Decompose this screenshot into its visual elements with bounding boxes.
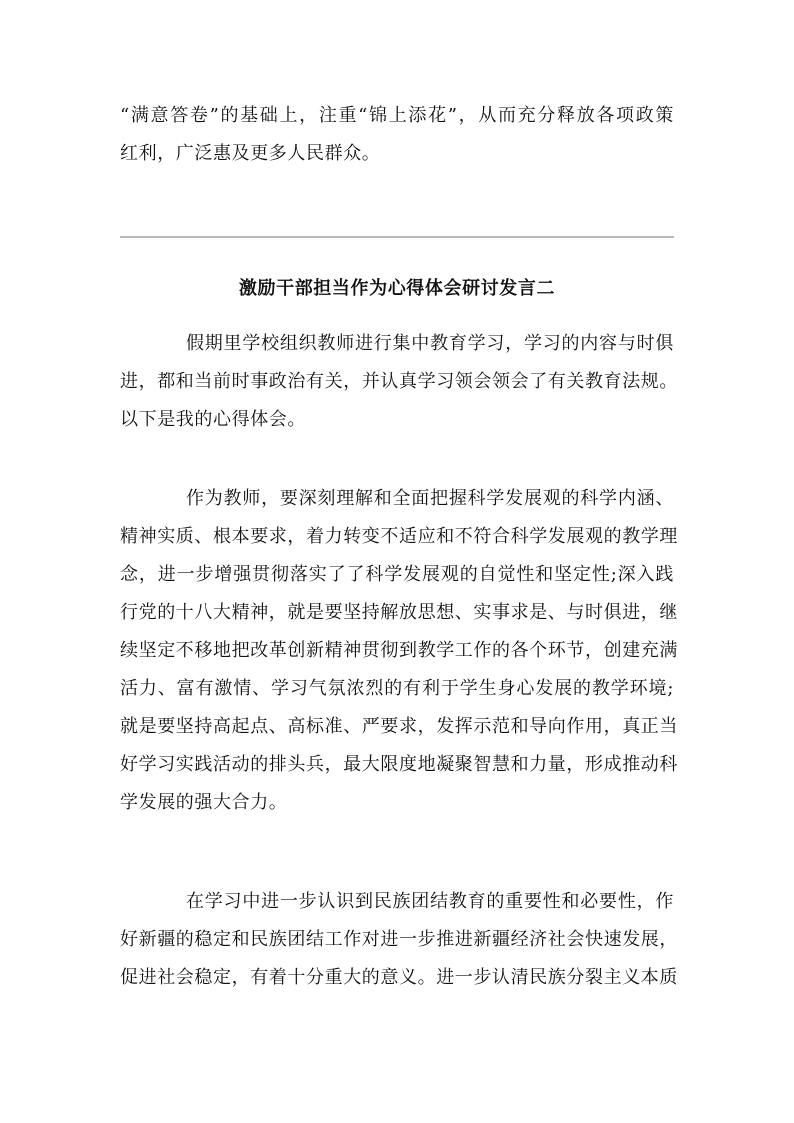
- paragraph-line: 行党的十八大精神，就是要坚持解放思想、实事求是、与时俱进，继: [120, 602, 678, 623]
- paragraph-line: 作为教师，要深刻理解和全面把握科学发展观的科学内涵、: [186, 488, 674, 509]
- paragraph-line: 促进社会稳定，有着十分重大的意义。进一步认清民族分裂主义本质: [120, 967, 678, 988]
- paragraph-line: 活力、富有激情、学习气氛浓烈的有利于学生身心发展的教学环境;: [120, 678, 674, 699]
- body-paragraph-2: [120, 480, 678, 822]
- paragraph-line: 念，进一步增强贯彻落实了了科学发展观的自觉性和坚定性;深入践: [120, 564, 674, 585]
- continuation-paragraph: [120, 97, 674, 173]
- body-paragraph-1: [120, 325, 678, 439]
- paragraph-line: 以下是我的心得体会。: [120, 409, 306, 430]
- section-title: 激励干部担当作为心得体会研讨发言二: [238, 278, 556, 299]
- paragraph-line: 进，都和当前时事政治有关，并认真学习领会领会了有关教育法规。: [120, 371, 678, 392]
- body-paragraph-3: [120, 883, 678, 997]
- paragraph-line: 假期里学校组织教师进行集中教育学习，学习的内容与时俱: [186, 333, 674, 354]
- paragraph-line: 红利，广泛惠及更多人民群众。: [120, 143, 381, 164]
- paragraph-line: 好新疆的稳定和民族团结工作对进一步推进新疆经济社会快速发展，: [120, 929, 678, 950]
- paragraph-line: 续坚定不移地把改革创新精神贯彻到教学工作的各个环节，创建充满: [120, 640, 678, 661]
- paragraph-line: 精神实质、根本要求，着力转变不适应和不符合科学发展观的教学理: [120, 526, 678, 547]
- paragraph-line: 就是要坚持高起点、高标准、严要求，发挥示范和导向作用，真正当: [120, 716, 678, 737]
- paragraph-line: 学发展的强大合力。: [120, 792, 288, 813]
- paragraph-line: 好学习实践活动的排头兵，最大限度地凝聚智慧和力量，形成推动科: [120, 754, 678, 775]
- paragraph-line: “满意答卷”的基础上，注重“锦上添花”，从而充分释放各项政策: [120, 105, 674, 126]
- paragraph-line: 在学习中进一步认识到民族团结教育的重要性和必要性，作: [186, 891, 674, 912]
- section-divider: [120, 236, 674, 238]
